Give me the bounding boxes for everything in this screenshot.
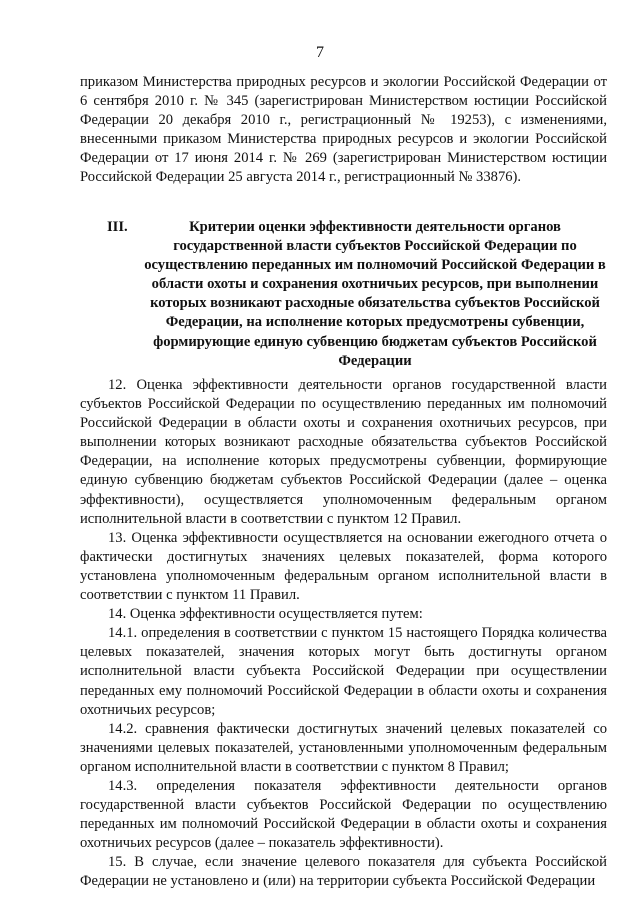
paragraph-14: 14. Оценка эффективности осуществляется путем: [108,606,423,623]
paragraph-14-2: 14.2. сравнения фактически достигнутых значений целевых показателей со значениями целевых показателей, установленными уполномоченным федеральным органом исполнительной власти в соответствии с пунктом 8 Правил; [80,720,607,775]
paragraph-14-1: 14.1. определения в соответствии с пунктом 15 настоящего Порядка количества целевых показателей, значения которых могут быть достигнуты органом исполнительной власти субъекта Российской Федерации при осуществлении переданных ему полномочий Российской Федерации в области охоты и сохранения охотничьих ресурсов; [80,625,607,718]
intro-paragraph: приказом Министерства природных ресурсов и экологии Российской Федерации от 6 сентября 2010 г. № 345 (зарегистрирован Министерством юстиции Российской Федерации 20 декабря 2010 г., регистрационный № 19253), с изменениями, внесенными приказом Министерства природных ресурсов и экологии Российской Федерации от 17 июня 2014 г. № 269 (зарегистрирован Министерством юстиции Российской Федерации 25 августа 2014 г., регистрационный № 33876). [80,74,607,186]
section-number: III. [107,219,128,235]
page-number: 7 [316,44,324,61]
paragraph-13: 13. Оценка эффективности осуществляется на основании ежегодного отчета о фактически достигнутых значениях целевых показателей, форма которого установлена уполномоченным федеральным органом исполнительной власти в соответствии с пунктом 11 Правил. [80,529,607,604]
paragraph-15: 15. В случае, если значение целевого показателя для субъекта Российской Федерации не установлено и (или) на территории субъекта Российской Федерации [80,854,607,890]
body-text [80,376,607,892]
paragraph-14-3: 14.3. определения показателя эффективности деятельности органов государственной власти субъектов Российской Федерации по осуществлению переданных им полномочий Российской Федерации в области охоты и сохранения охотничьих ресурсов (далее – показатель эффективности). [80,777,607,852]
section-title: Критерии оценки эффективности деятельности органов государственной власти субъектов Российской Федерации по осуществлению переданных им полномочий Российской Федерации в области охоты и сохранения охотничьих ресурсов, при выполнении которых возникают расходные обязательства субъектов Российской Федерации, на исполнение которых предусмотрены субвенции, формирующие единую субвенцию бюджетам субъектов Российской Федерации [144,219,606,369]
paragraph-12: 12. Оценка эффективности деятельности органов государственной власти субъектов Российской Федерации по осуществлению переданных им полномочий Российской Федерации в области охоты и сохранения охотничьих ресурсов, при выполнении которых возникают расходные обязательства субъектов Российской Федерации, на исполнение которых предусмотрены субвенции, формирующие единую субвенцию бюджетам субъектов Российской Федерации (далее – оценка эффективности), осуществляется уполномоченным федеральным органом исполнительной власти в соответствии с пунктом 12 Правил. [80,377,607,527]
